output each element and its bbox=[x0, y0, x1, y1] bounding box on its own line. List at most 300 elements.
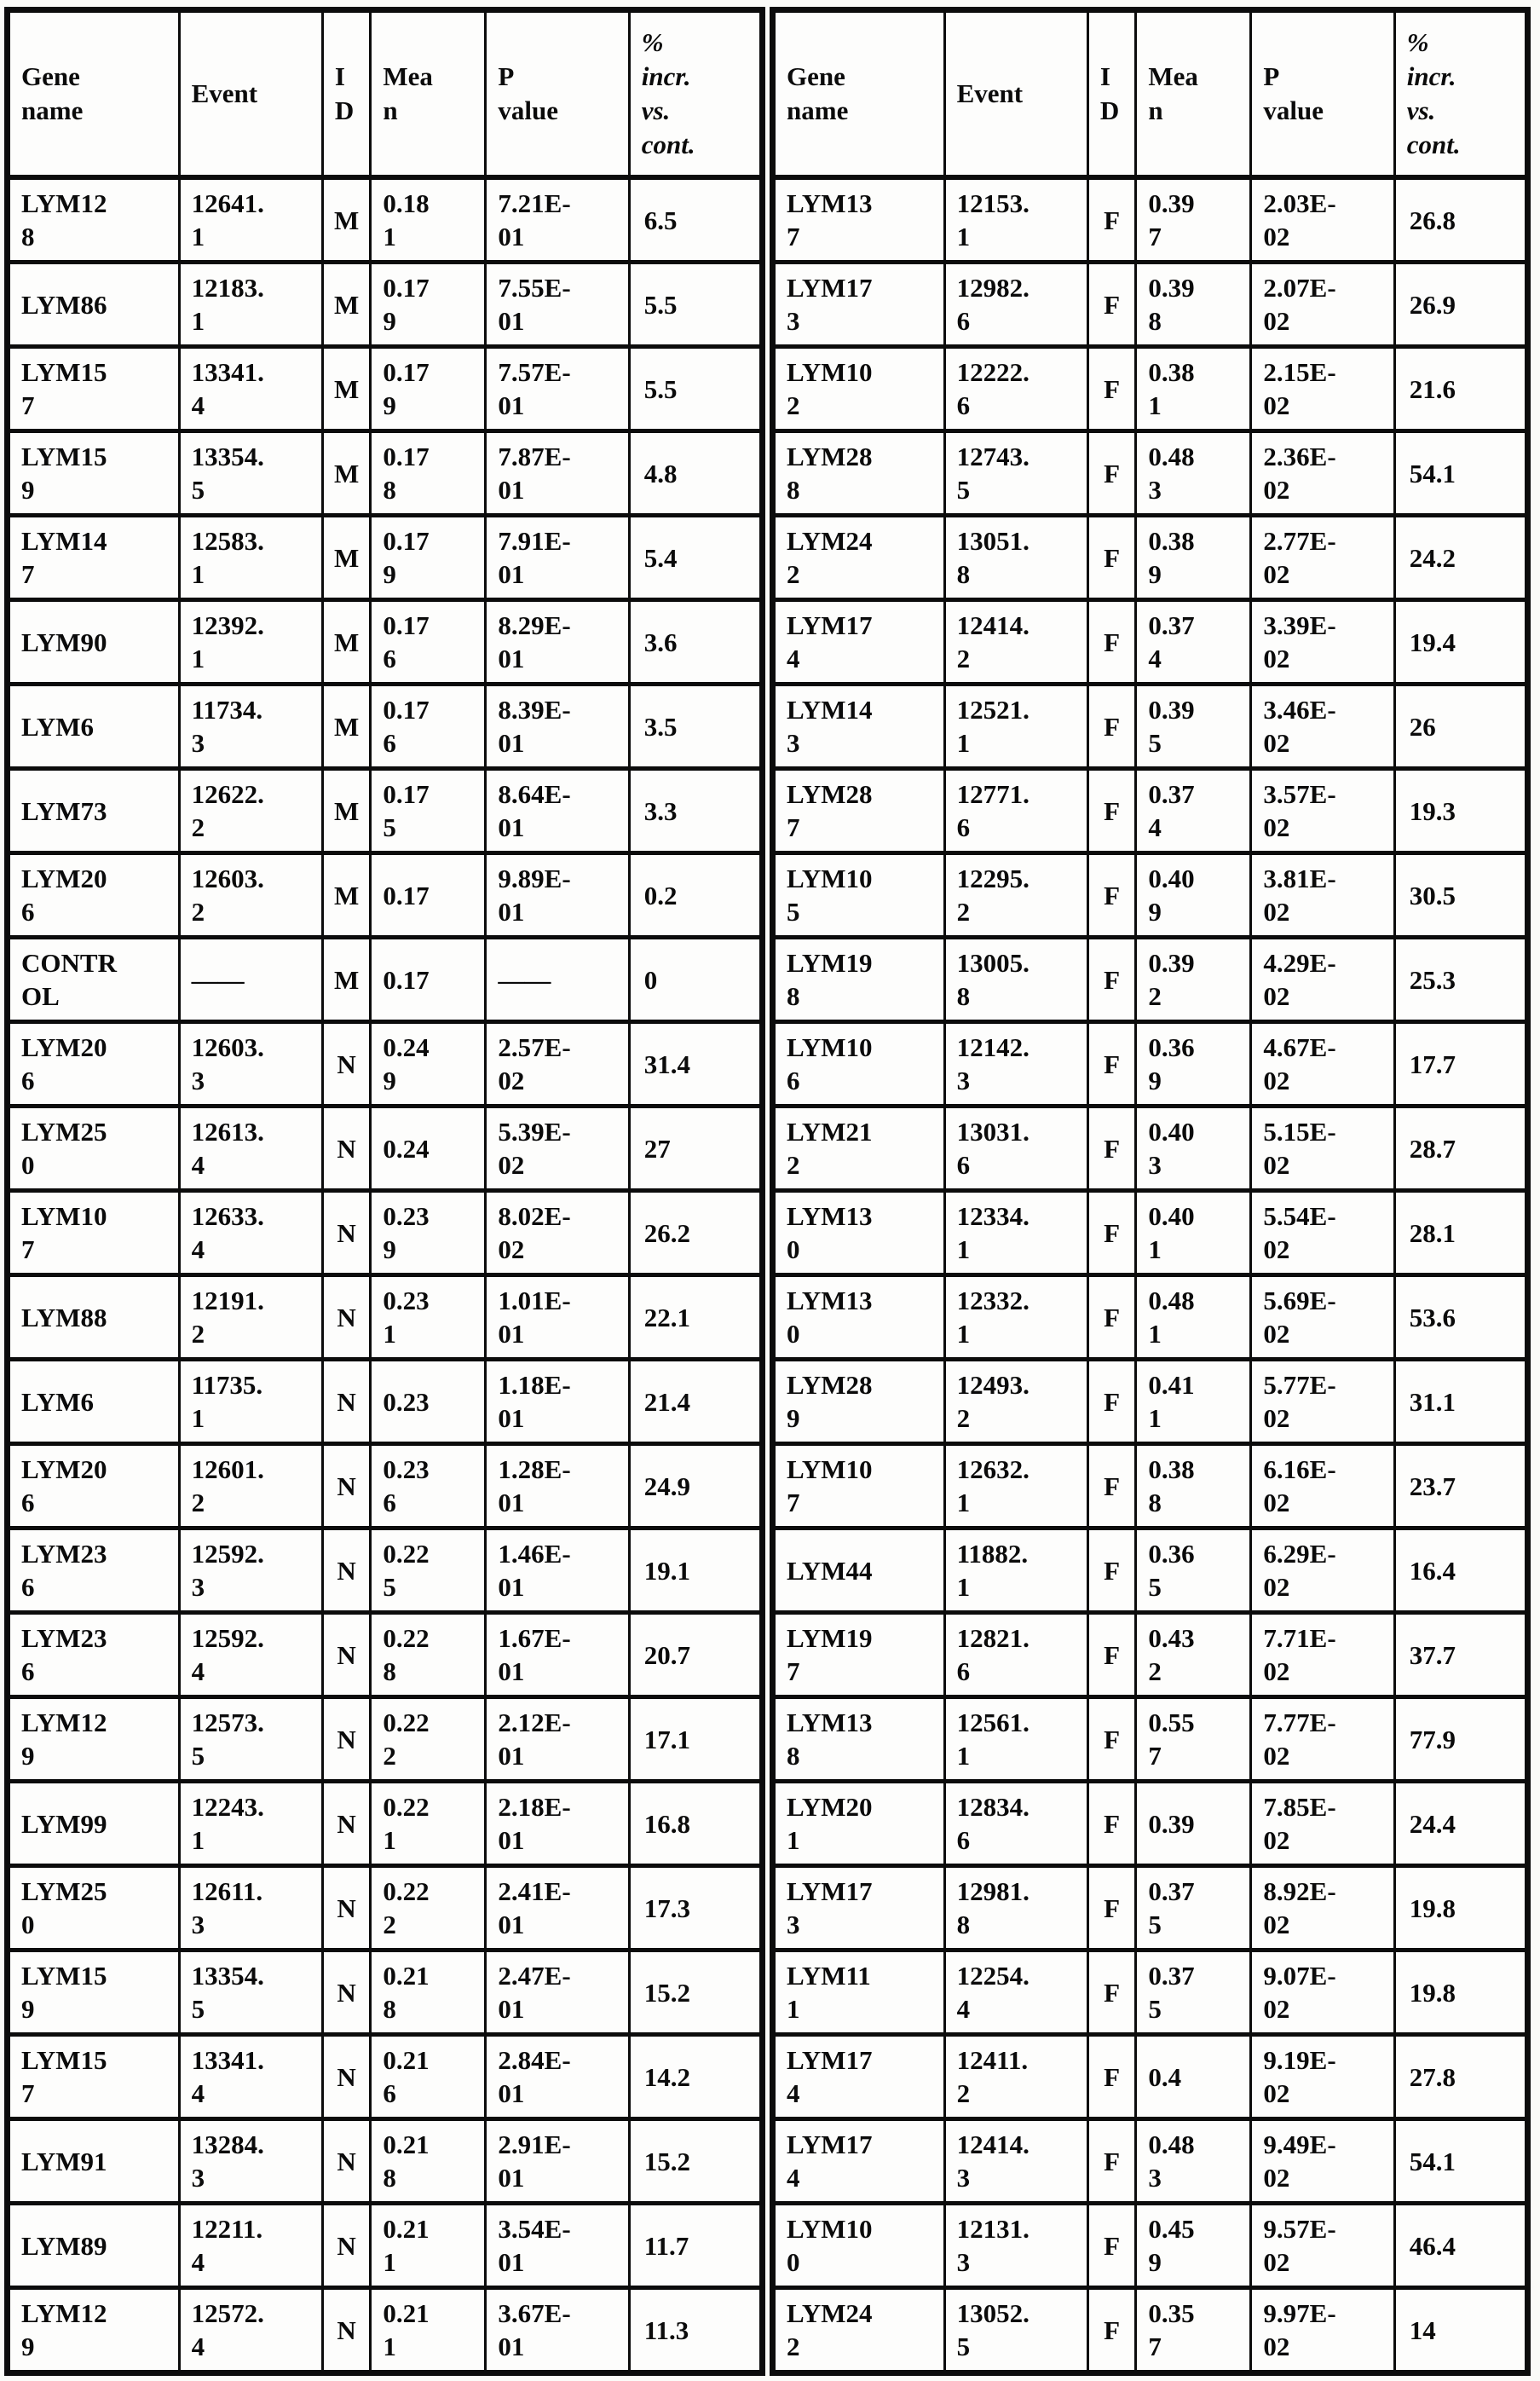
mean-cell: 0.23 9 bbox=[371, 1191, 486, 1275]
event-cell: 13051. 8 bbox=[944, 516, 1087, 600]
percent-incr-cell: 31.1 bbox=[1394, 1360, 1527, 1444]
table-row bbox=[773, 1275, 1528, 1360]
percent-incr-cell: 19.3 bbox=[1394, 769, 1527, 853]
event-cell: 12392. 1 bbox=[179, 600, 322, 685]
mean-cell: 0.21 1 bbox=[371, 2204, 486, 2288]
mean-cell: 0.21 6 bbox=[371, 2035, 486, 2119]
percent-incr-cell: 28.1 bbox=[1394, 1191, 1527, 1275]
mean-cell: 0.38 8 bbox=[1136, 1444, 1251, 1529]
gene-name-cell: LYM13 7 bbox=[773, 177, 945, 263]
p-value-cell: 3.81E- 02 bbox=[1251, 853, 1394, 938]
gene-name-cell: LYM14 7 bbox=[8, 516, 180, 600]
percent-incr-cell: 26.9 bbox=[1394, 263, 1527, 347]
event-cell: 12183. 1 bbox=[179, 263, 322, 347]
percent-incr-cell: 19.8 bbox=[1394, 1866, 1527, 1950]
percent-incr-cell: 11.7 bbox=[629, 2204, 762, 2288]
id-cell: M bbox=[322, 263, 370, 347]
table-row bbox=[8, 431, 763, 516]
p-value-cell: 1.67E- 01 bbox=[486, 1613, 629, 1697]
percent-incr-cell: 24.9 bbox=[629, 1444, 762, 1529]
gene-name-cell: LYM6 bbox=[8, 685, 180, 769]
id-cell: M bbox=[322, 516, 370, 600]
table-row bbox=[773, 347, 1528, 431]
gene-name-cell: LYM10 2 bbox=[773, 347, 945, 431]
p-value-cell: 7.71E- 02 bbox=[1251, 1613, 1394, 1697]
id-cell: N bbox=[322, 2035, 370, 2119]
p-value-cell: 5.77E- 02 bbox=[1251, 1360, 1394, 1444]
p-value-cell: 1.18E- 01 bbox=[486, 1360, 629, 1444]
mean-cell: 0.39 5 bbox=[1136, 685, 1251, 769]
percent-incr-cell: 26.8 bbox=[1394, 177, 1527, 263]
p-value-cell: 2.15E- 02 bbox=[1251, 347, 1394, 431]
mean-cell: 0.17 5 bbox=[371, 769, 486, 853]
mean-cell: 0.17 9 bbox=[371, 516, 486, 600]
table-row bbox=[8, 516, 763, 600]
table-row bbox=[773, 1107, 1528, 1191]
gene-name-cell: LYM73 bbox=[8, 769, 180, 853]
event-header: Event bbox=[944, 10, 1087, 178]
id-cell: M bbox=[322, 177, 370, 263]
percent-incr-header: % incr. vs. cont. bbox=[1394, 10, 1527, 178]
table-row bbox=[773, 1866, 1528, 1950]
percent-incr-cell: 21.6 bbox=[1394, 347, 1527, 431]
id-cell: F bbox=[1087, 1444, 1135, 1529]
percent-incr-cell: 6.5 bbox=[629, 177, 762, 263]
percent-incr-cell: 21.4 bbox=[629, 1360, 762, 1444]
gene-name-header: Gene name bbox=[8, 10, 180, 178]
mean-cell: 0.21 8 bbox=[371, 1950, 486, 2035]
gene-name-cell: LYM20 6 bbox=[8, 853, 180, 938]
id-cell: F bbox=[1087, 516, 1135, 600]
mean-cell: 0.17 9 bbox=[371, 347, 486, 431]
table-row bbox=[8, 769, 763, 853]
event-cell: 12613. 4 bbox=[179, 1107, 322, 1191]
mean-cell: 0.40 1 bbox=[1136, 1191, 1251, 1275]
percent-incr-cell: 16.4 bbox=[1394, 1529, 1527, 1613]
mean-cell: 0.22 1 bbox=[371, 1782, 486, 1866]
id-cell: F bbox=[1087, 347, 1135, 431]
percent-incr-cell: 25.3 bbox=[1394, 938, 1527, 1022]
mean-cell: 0.37 5 bbox=[1136, 1866, 1251, 1950]
id-cell: M bbox=[322, 853, 370, 938]
table-row bbox=[8, 1275, 763, 1360]
id-cell: F bbox=[1087, 1866, 1135, 1950]
event-cell: 13284. 3 bbox=[179, 2119, 322, 2204]
id-cell: N bbox=[322, 1444, 370, 1529]
percent-incr-cell: 27.8 bbox=[1394, 2035, 1527, 2119]
mean-cell: 0.17 bbox=[371, 853, 486, 938]
percent-incr-cell: 28.7 bbox=[1394, 1107, 1527, 1191]
table-row bbox=[773, 853, 1528, 938]
p-value-cell: 2.18E- 01 bbox=[486, 1782, 629, 1866]
gene-name-cell: LYM24 2 bbox=[773, 2288, 945, 2373]
table-row bbox=[8, 1782, 763, 1866]
percent-incr-cell: 37.7 bbox=[1394, 1613, 1527, 1697]
percent-incr-header: % incr. vs. cont. bbox=[629, 10, 762, 178]
gene-name-cell: LYM20 6 bbox=[8, 1444, 180, 1529]
event-cell: 12142. 3 bbox=[944, 1022, 1087, 1107]
percent-incr-cell: 17.7 bbox=[1394, 1022, 1527, 1107]
percent-incr-cell: 31.4 bbox=[629, 1022, 762, 1107]
event-cell: 11734. 3 bbox=[179, 685, 322, 769]
event-cell: 12191. 2 bbox=[179, 1275, 322, 1360]
event-cell: 11735. 1 bbox=[179, 1360, 322, 1444]
p-value-cell: 9.19E- 02 bbox=[1251, 2035, 1394, 2119]
gene-name-cell: LYM10 0 bbox=[773, 2204, 945, 2288]
table-row bbox=[8, 2288, 763, 2373]
percent-incr-cell: 19.1 bbox=[629, 1529, 762, 1613]
p-value-cell: 4.29E- 02 bbox=[1251, 938, 1394, 1022]
id-header: I D bbox=[1087, 10, 1135, 178]
gene-name-cell: LYM15 7 bbox=[8, 347, 180, 431]
results-table-right bbox=[770, 7, 1531, 2376]
percent-incr-cell: 5.5 bbox=[629, 347, 762, 431]
event-cell: 12254. 4 bbox=[944, 1950, 1087, 2035]
gene-name-cell: LYM88 bbox=[8, 1275, 180, 1360]
gene-name-cell: LYM15 7 bbox=[8, 2035, 180, 2119]
mean-cell: 0.41 1 bbox=[1136, 1360, 1251, 1444]
p-value-cell: 1.28E- 01 bbox=[486, 1444, 629, 1529]
mean-cell: 0.17 8 bbox=[371, 431, 486, 516]
percent-incr-cell: 3.5 bbox=[629, 685, 762, 769]
p-value-cell: 7.87E- 01 bbox=[486, 431, 629, 516]
mean-cell: 0.39 bbox=[1136, 1782, 1251, 1866]
event-cell: 13354. 5 bbox=[179, 1950, 322, 2035]
table-row bbox=[773, 177, 1528, 263]
event-cell: 12414. 3 bbox=[944, 2119, 1087, 2204]
event-cell: 12153. 1 bbox=[944, 177, 1087, 263]
p-value-cell: 3.57E- 02 bbox=[1251, 769, 1394, 853]
percent-incr-cell: 0.2 bbox=[629, 853, 762, 938]
gene-name-cell: LYM17 3 bbox=[773, 1866, 945, 1950]
mean-cell: 0.37 5 bbox=[1136, 1950, 1251, 2035]
id-cell: F bbox=[1087, 685, 1135, 769]
percent-incr-cell: 24.2 bbox=[1394, 516, 1527, 600]
p-value-cell: 5.54E- 02 bbox=[1251, 1191, 1394, 1275]
gene-name-cell: LYM17 4 bbox=[773, 600, 945, 685]
table-row bbox=[8, 1191, 763, 1275]
percent-incr-cell: 26 bbox=[1394, 685, 1527, 769]
percent-incr-cell: 14.2 bbox=[629, 2035, 762, 2119]
id-cell: N bbox=[322, 1866, 370, 1950]
id-cell: N bbox=[322, 1529, 370, 1613]
table-row bbox=[8, 1697, 763, 1782]
p-value-cell: 3.54E- 01 bbox=[486, 2204, 629, 2288]
percent-incr-cell: 23.7 bbox=[1394, 1444, 1527, 1529]
id-cell: F bbox=[1087, 1022, 1135, 1107]
percent-incr-cell: 27 bbox=[629, 1107, 762, 1191]
mean-cell: 0.21 1 bbox=[371, 2288, 486, 2373]
p-value-header: P value bbox=[486, 10, 629, 178]
event-cell: 12211. 4 bbox=[179, 2204, 322, 2288]
p-value-cell: 9.07E- 02 bbox=[1251, 1950, 1394, 2035]
id-cell: F bbox=[1087, 1191, 1135, 1275]
table-row bbox=[8, 853, 763, 938]
p-value-cell: —— bbox=[486, 938, 629, 1022]
mean-cell: 0.24 9 bbox=[371, 1022, 486, 1107]
percent-incr-cell: 15.2 bbox=[629, 1950, 762, 2035]
p-value-cell: 9.97E- 02 bbox=[1251, 2288, 1394, 2373]
table-row bbox=[773, 1782, 1528, 1866]
table-row bbox=[8, 938, 763, 1022]
mean-cell: 0.17 6 bbox=[371, 685, 486, 769]
id-cell: N bbox=[322, 1950, 370, 2035]
table-row bbox=[773, 1360, 1528, 1444]
id-cell: M bbox=[322, 938, 370, 1022]
percent-incr-cell: 3.6 bbox=[629, 600, 762, 685]
event-cell: 12414. 2 bbox=[944, 600, 1087, 685]
id-cell: N bbox=[322, 2288, 370, 2373]
gene-name-cell: LYM23 6 bbox=[8, 1529, 180, 1613]
p-value-cell: 2.84E- 01 bbox=[486, 2035, 629, 2119]
event-cell: 12592. 4 bbox=[179, 1613, 322, 1697]
gene-name-cell: LYM17 4 bbox=[773, 2119, 945, 2204]
p-value-cell: 2.36E- 02 bbox=[1251, 431, 1394, 516]
p-value-cell: 7.55E- 01 bbox=[486, 263, 629, 347]
mean-cell: 0.55 7 bbox=[1136, 1697, 1251, 1782]
table-row bbox=[8, 1613, 763, 1697]
table-row bbox=[773, 938, 1528, 1022]
mean-cell: 0.48 1 bbox=[1136, 1275, 1251, 1360]
event-cell: 12573. 5 bbox=[179, 1697, 322, 1782]
id-cell: M bbox=[322, 685, 370, 769]
event-cell: 12834. 6 bbox=[944, 1782, 1087, 1866]
p-value-cell: 6.16E- 02 bbox=[1251, 1444, 1394, 1529]
mean-cell: 0.39 8 bbox=[1136, 263, 1251, 347]
mean-cell: 0.37 4 bbox=[1136, 600, 1251, 685]
gene-name-cell: LYM14 3 bbox=[773, 685, 945, 769]
event-cell: 12771. 6 bbox=[944, 769, 1087, 853]
gene-name-cell: LYM17 4 bbox=[773, 2035, 945, 2119]
id-cell: F bbox=[1087, 2035, 1135, 2119]
p-value-cell: 3.46E- 02 bbox=[1251, 685, 1394, 769]
id-cell: F bbox=[1087, 769, 1135, 853]
p-value-cell: 8.92E- 02 bbox=[1251, 1866, 1394, 1950]
p-value-cell: 7.85E- 02 bbox=[1251, 1782, 1394, 1866]
event-cell: 12592. 3 bbox=[179, 1529, 322, 1613]
percent-incr-cell: 77.9 bbox=[1394, 1697, 1527, 1782]
p-value-cell: 8.29E- 01 bbox=[486, 600, 629, 685]
table-row bbox=[8, 1529, 763, 1613]
mean-header: Mea n bbox=[371, 10, 486, 178]
event-cell: 12633. 4 bbox=[179, 1191, 322, 1275]
gene-name-cell: LYM19 7 bbox=[773, 1613, 945, 1697]
gene-name-cell: LYM89 bbox=[8, 2204, 180, 2288]
p-value-cell: 9.49E- 02 bbox=[1251, 2119, 1394, 2204]
p-value-cell: 6.29E- 02 bbox=[1251, 1529, 1394, 1613]
p-value-cell: 7.21E- 01 bbox=[486, 177, 629, 263]
event-cell: 12743. 5 bbox=[944, 431, 1087, 516]
event-cell: 12332. 1 bbox=[944, 1275, 1087, 1360]
p-value-cell: 2.47E- 01 bbox=[486, 1950, 629, 2035]
p-value-cell: 1.01E- 01 bbox=[486, 1275, 629, 1360]
event-cell: 12982. 6 bbox=[944, 263, 1087, 347]
p-value-cell: 2.41E- 01 bbox=[486, 1866, 629, 1950]
gene-name-cell: LYM23 6 bbox=[8, 1613, 180, 1697]
percent-incr-cell: 46.4 bbox=[1394, 2204, 1527, 2288]
mean-cell: 0.17 bbox=[371, 938, 486, 1022]
id-cell: F bbox=[1087, 1275, 1135, 1360]
event-cell: 12603. 3 bbox=[179, 1022, 322, 1107]
table-row bbox=[773, 1022, 1528, 1107]
event-cell: 12641. 1 bbox=[179, 177, 322, 263]
gene-name-cell: LYM91 bbox=[8, 2119, 180, 2204]
gene-name-cell: LYM25 0 bbox=[8, 1107, 180, 1191]
mean-cell: 0.23 6 bbox=[371, 1444, 486, 1529]
id-cell: F bbox=[1087, 2204, 1135, 2288]
id-cell: N bbox=[322, 1697, 370, 1782]
gene-name-cell: CONTR OL bbox=[8, 938, 180, 1022]
mean-header: Mea n bbox=[1136, 10, 1251, 178]
event-cell: 12583. 1 bbox=[179, 516, 322, 600]
id-cell: M bbox=[322, 600, 370, 685]
table-row bbox=[8, 1360, 763, 1444]
mean-cell: 0.18 1 bbox=[371, 177, 486, 263]
table-row bbox=[8, 263, 763, 347]
event-cell: 12334. 1 bbox=[944, 1191, 1087, 1275]
table-row bbox=[773, 2119, 1528, 2204]
mean-cell: 0.36 9 bbox=[1136, 1022, 1251, 1107]
table-row bbox=[773, 263, 1528, 347]
event-cell: 12493. 2 bbox=[944, 1360, 1087, 1444]
p-value-cell: 1.46E- 01 bbox=[486, 1529, 629, 1613]
id-cell: M bbox=[322, 431, 370, 516]
percent-incr-cell: 30.5 bbox=[1394, 853, 1527, 938]
gene-name-cell: LYM17 3 bbox=[773, 263, 945, 347]
table-row bbox=[773, 1444, 1528, 1529]
event-cell: 12243. 1 bbox=[179, 1782, 322, 1866]
id-cell: N bbox=[322, 1191, 370, 1275]
gene-name-cell: LYM10 7 bbox=[773, 1444, 945, 1529]
percent-incr-cell: 15.2 bbox=[629, 2119, 762, 2204]
percent-incr-cell: 26.2 bbox=[629, 1191, 762, 1275]
table-row bbox=[8, 1866, 763, 1950]
id-cell: N bbox=[322, 1107, 370, 1191]
p-value-cell: 8.64E- 01 bbox=[486, 769, 629, 853]
id-cell: F bbox=[1087, 1950, 1135, 2035]
gene-name-cell: LYM12 9 bbox=[8, 1697, 180, 1782]
percent-incr-cell: 3.3 bbox=[629, 769, 762, 853]
gene-name-cell: LYM15 9 bbox=[8, 1950, 180, 2035]
percent-incr-cell: 17.1 bbox=[629, 1697, 762, 1782]
gene-name-cell: LYM12 9 bbox=[8, 2288, 180, 2373]
gene-name-cell: LYM20 6 bbox=[8, 1022, 180, 1107]
event-cell: 12295. 2 bbox=[944, 853, 1087, 938]
mean-cell: 0.45 9 bbox=[1136, 2204, 1251, 2288]
table-row bbox=[773, 1950, 1528, 2035]
mean-cell: 0.35 7 bbox=[1136, 2288, 1251, 2373]
mean-cell: 0.21 8 bbox=[371, 2119, 486, 2204]
id-cell: N bbox=[322, 2119, 370, 2204]
id-cell: F bbox=[1087, 2288, 1135, 2373]
gene-name-cell: LYM11 1 bbox=[773, 1950, 945, 2035]
event-cell: 13052. 5 bbox=[944, 2288, 1087, 2373]
id-cell: F bbox=[1087, 1529, 1135, 1613]
id-cell: N bbox=[322, 1360, 370, 1444]
results-table-left bbox=[4, 7, 765, 2376]
p-value-cell: 5.15E- 02 bbox=[1251, 1107, 1394, 1191]
gene-name-cell: LYM44 bbox=[773, 1529, 945, 1613]
id-cell: F bbox=[1087, 1360, 1135, 1444]
event-cell: —— bbox=[179, 938, 322, 1022]
mean-cell: 0.4 bbox=[1136, 2035, 1251, 2119]
gene-name-header: Gene name bbox=[773, 10, 945, 178]
table-row bbox=[773, 1697, 1528, 1782]
mean-cell: 0.22 2 bbox=[371, 1697, 486, 1782]
p-value-cell: 2.91E- 01 bbox=[486, 2119, 629, 2204]
table-row bbox=[8, 2204, 763, 2288]
percent-incr-cell: 24.4 bbox=[1394, 1782, 1527, 1866]
percent-incr-cell: 17.3 bbox=[629, 1866, 762, 1950]
table-row bbox=[773, 2288, 1528, 2373]
p-value-cell: 8.02E- 02 bbox=[486, 1191, 629, 1275]
event-cell: 12131. 3 bbox=[944, 2204, 1087, 2288]
event-cell: 12561. 1 bbox=[944, 1697, 1087, 1782]
mean-cell: 0.22 2 bbox=[371, 1866, 486, 1950]
id-cell: F bbox=[1087, 177, 1135, 263]
mean-cell: 0.39 7 bbox=[1136, 177, 1251, 263]
mean-cell: 0.40 3 bbox=[1136, 1107, 1251, 1191]
gene-name-cell: LYM13 8 bbox=[773, 1697, 945, 1782]
p-value-header: P value bbox=[1251, 10, 1394, 178]
id-cell: F bbox=[1087, 1697, 1135, 1782]
event-cell: 12603. 2 bbox=[179, 853, 322, 938]
mean-cell: 0.17 6 bbox=[371, 600, 486, 685]
mean-cell: 0.23 bbox=[371, 1360, 486, 1444]
event-cell: 12601. 2 bbox=[179, 1444, 322, 1529]
mean-cell: 0.23 1 bbox=[371, 1275, 486, 1360]
percent-incr-cell: 54.1 bbox=[1394, 2119, 1527, 2204]
gene-name-cell: LYM24 2 bbox=[773, 516, 945, 600]
id-cell: F bbox=[1087, 1107, 1135, 1191]
p-value-cell: 7.77E- 02 bbox=[1251, 1697, 1394, 1782]
table-row bbox=[773, 2035, 1528, 2119]
p-value-cell: 2.12E- 01 bbox=[486, 1697, 629, 1782]
id-cell: F bbox=[1087, 2119, 1135, 2204]
event-cell: 12611. 3 bbox=[179, 1866, 322, 1950]
mean-cell: 0.22 5 bbox=[371, 1529, 486, 1613]
gene-name-cell: LYM99 bbox=[8, 1782, 180, 1866]
table-row bbox=[773, 1191, 1528, 1275]
event-cell: 13341. 4 bbox=[179, 347, 322, 431]
percent-incr-cell: 14 bbox=[1394, 2288, 1527, 2373]
table-row bbox=[8, 1444, 763, 1529]
p-value-cell: 7.57E- 01 bbox=[486, 347, 629, 431]
mean-cell: 0.39 2 bbox=[1136, 938, 1251, 1022]
id-cell: N bbox=[322, 1275, 370, 1360]
mean-cell: 0.48 3 bbox=[1136, 431, 1251, 516]
event-cell: 12981. 8 bbox=[944, 1866, 1087, 1950]
percent-incr-cell: 5.4 bbox=[629, 516, 762, 600]
table-row bbox=[8, 1022, 763, 1107]
table-row bbox=[8, 177, 763, 263]
mean-cell: 0.40 9 bbox=[1136, 853, 1251, 938]
p-value-cell: 7.91E- 01 bbox=[486, 516, 629, 600]
id-cell: F bbox=[1087, 1782, 1135, 1866]
percent-incr-cell: 16.8 bbox=[629, 1782, 762, 1866]
gene-name-cell: LYM19 8 bbox=[773, 938, 945, 1022]
gene-name-cell: LYM13 0 bbox=[773, 1191, 945, 1275]
mean-cell: 0.17 9 bbox=[371, 263, 486, 347]
table-row bbox=[8, 2119, 763, 2204]
p-value-cell: 9.57E- 02 bbox=[1251, 2204, 1394, 2288]
table-row bbox=[8, 1107, 763, 1191]
gene-name-cell: LYM28 7 bbox=[773, 769, 945, 853]
percent-incr-cell: 20.7 bbox=[629, 1613, 762, 1697]
table-row bbox=[8, 1950, 763, 2035]
p-value-cell: 3.39E- 02 bbox=[1251, 600, 1394, 685]
p-value-cell: 5.69E- 02 bbox=[1251, 1275, 1394, 1360]
